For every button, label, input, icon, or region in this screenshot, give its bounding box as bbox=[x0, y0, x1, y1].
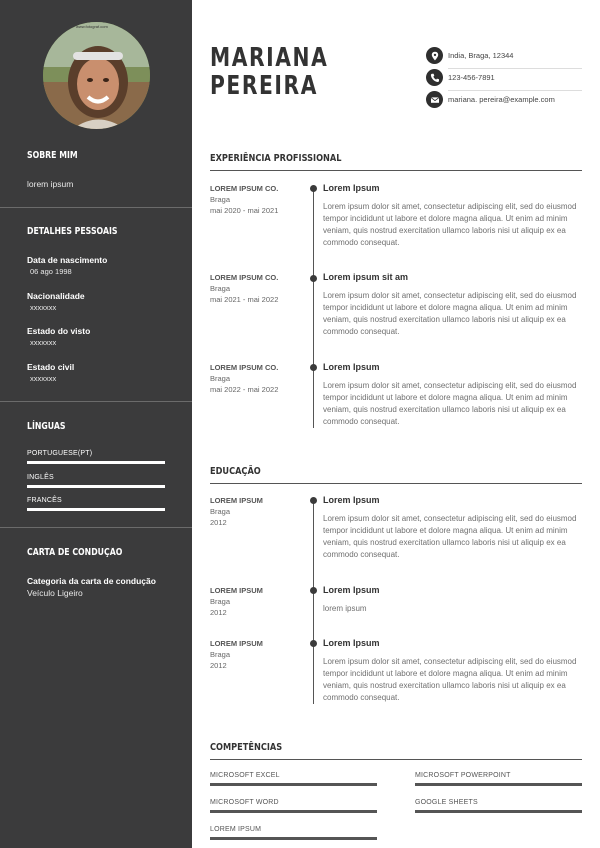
skill-item bbox=[415, 772, 582, 786]
profile-photo-image bbox=[43, 22, 150, 129]
timeline-dot bbox=[310, 364, 317, 371]
personal-item-value: xxxxxxx bbox=[30, 303, 57, 312]
entry-meta bbox=[210, 496, 305, 527]
entry-description: Lorem ipsum dolor sit amet, consectetur adipiscing elit, sed do eiusmod tempor incididunt ut labore et dolore magna aliqua. Ut enim ad minim veniam, quis nostrud exercitation ullamco laboris nisi ut aliquip ex ea commodo consequat. bbox=[323, 291, 577, 336]
entry-meta bbox=[210, 184, 305, 215]
language-level-bar bbox=[27, 461, 165, 464]
languages-section bbox=[27, 421, 167, 432]
entry-organization: LOREM IPSUM CO. bbox=[210, 184, 279, 193]
entry-body bbox=[323, 183, 582, 249]
last-name: PEREIRA bbox=[210, 71, 318, 101]
contact-email bbox=[426, 91, 582, 113]
skill-name: MICROSOFT WORD bbox=[210, 799, 279, 806]
languages-title: LÍNGUAS bbox=[27, 421, 66, 432]
skill-item bbox=[210, 799, 377, 813]
skill-item bbox=[415, 799, 582, 813]
personal-item-label: Data de nascimento bbox=[27, 255, 108, 265]
skill-level-bar bbox=[210, 783, 377, 786]
phone-icon bbox=[426, 69, 443, 86]
full-name bbox=[210, 44, 328, 100]
about-text: lorem ipsum bbox=[27, 179, 74, 189]
entry-dates: mai 2022 - mai 2022 bbox=[210, 385, 279, 394]
sidebar bbox=[0, 0, 192, 848]
education-title: EDUCAÇÃO bbox=[210, 466, 261, 477]
entry-location: Braga bbox=[210, 195, 231, 204]
profile-photo bbox=[43, 22, 150, 129]
timeline-line bbox=[313, 188, 314, 428]
skill-item bbox=[210, 772, 377, 786]
entry-location: Braga bbox=[210, 650, 231, 659]
timeline-dot bbox=[310, 497, 317, 504]
language-level-bar bbox=[27, 508, 165, 511]
language-item bbox=[27, 450, 165, 464]
contact-phone bbox=[426, 69, 582, 91]
section-divider bbox=[210, 170, 582, 171]
section-divider bbox=[210, 759, 582, 760]
personal-item-value: 06 ago 1998 bbox=[30, 267, 72, 276]
timeline-dot bbox=[310, 185, 317, 192]
entry-title: Lorem Ipsum bbox=[323, 495, 380, 505]
entry-meta bbox=[210, 363, 305, 394]
personal-item bbox=[27, 362, 167, 383]
skill-name: MICROSOFT EXCEL bbox=[210, 772, 280, 779]
language-item bbox=[27, 497, 165, 511]
about-title: SOBRE MIM bbox=[27, 150, 78, 161]
entry-organization: LOREM IPSUM CO. bbox=[210, 273, 279, 282]
about-section bbox=[27, 150, 167, 189]
license-title: CARTA DE CONDUÇÃO bbox=[27, 547, 123, 558]
personal-item-label: Estado civil bbox=[27, 362, 75, 372]
language-name: INGLÊS bbox=[27, 474, 54, 481]
personal-item-label: Estado do visto bbox=[27, 326, 91, 336]
entry-description: lorem ipsum bbox=[323, 604, 367, 613]
skill-level-bar bbox=[415, 783, 582, 786]
entry-location: Braga bbox=[210, 597, 231, 606]
entry-organization: LOREM IPSUM bbox=[210, 586, 263, 595]
entry-body bbox=[323, 585, 582, 615]
entry-title: Lorem Ipsum bbox=[323, 585, 380, 595]
language-level-bar bbox=[27, 485, 165, 488]
sidebar-divider bbox=[0, 401, 192, 402]
timeline-line bbox=[313, 500, 314, 704]
entry-title: Lorem Ipsum bbox=[323, 638, 380, 648]
entry-organization: LOREM IPSUM bbox=[210, 496, 263, 505]
entry-meta bbox=[210, 273, 305, 304]
entry-meta bbox=[210, 586, 305, 617]
timeline-dot bbox=[310, 640, 317, 647]
entry-description: Lorem ipsum dolor sit amet, consectetur adipiscing elit, sed do eiusmod tempor incididunt ut labore et dolore magna aliqua. Ut enim ad minim veniam, quis nostrud exercitation ullamco laboris nisi ut aliquip ex ea commodo consequat. bbox=[323, 202, 577, 247]
entry-title: Lorem Ipsum bbox=[323, 183, 380, 193]
entry-dates: 2012 bbox=[210, 518, 227, 527]
timeline-dot bbox=[310, 275, 317, 282]
license-section bbox=[27, 547, 167, 558]
entry-body bbox=[323, 638, 582, 704]
entry-description: Lorem ipsum dolor sit amet, consectetur adipiscing elit, sed do eiusmod tempor incididunt ut labore et dolore magna aliqua. Ut enim ad minim veniam, quis nostrud exercitation ullamco laboris nisi ut aliquip ex ea commodo consequat. bbox=[323, 381, 577, 426]
timeline-dot bbox=[310, 587, 317, 594]
skill-level-bar bbox=[210, 810, 377, 813]
personal-details-title: DETALHES PESSOAIS bbox=[27, 226, 118, 237]
section-divider bbox=[210, 483, 582, 484]
contact-email-text: mariana. pereira@example.com bbox=[448, 95, 555, 104]
entry-dates: mai 2021 - mai 2022 bbox=[210, 295, 279, 304]
entry-title: Lorem ipsum sit am bbox=[323, 272, 409, 282]
skill-name: GOOGLE SHEETS bbox=[415, 799, 478, 806]
entry-organization: LOREM IPSUM bbox=[210, 639, 263, 648]
personal-item bbox=[27, 326, 167, 347]
first-name: MARIANA bbox=[210, 43, 329, 73]
skill-level-bar bbox=[415, 810, 582, 813]
entry-body bbox=[323, 272, 582, 338]
entry-description: Lorem ipsum dolor sit amet, consectetur adipiscing elit, sed do eiusmod tempor incididunt ut labore et dolore magna aliqua. Ut enim ad minim veniam, quis nostrud exercitation ullamco laboris nisi ut aliquip ex ea commodo consequat. bbox=[323, 657, 577, 702]
sidebar-divider bbox=[0, 207, 192, 208]
personal-details-section bbox=[27, 226, 167, 237]
contact-phone-text: 123-456-7891 bbox=[448, 73, 495, 82]
map-pin-icon bbox=[426, 47, 443, 64]
entry-body bbox=[323, 362, 582, 428]
skills-title: COMPETÊNCIAS bbox=[210, 742, 283, 753]
entry-meta bbox=[210, 639, 305, 670]
contact-address-text: India, Braga, 12344 bbox=[448, 51, 514, 60]
skill-level-bar bbox=[210, 837, 377, 840]
license-item bbox=[27, 576, 187, 598]
entry-location: Braga bbox=[210, 284, 231, 293]
skill-name: MICROSOFT POWERPOINT bbox=[415, 772, 511, 779]
language-name: FRANCÊS bbox=[27, 497, 62, 504]
entry-title: Lorem Ipsum bbox=[323, 362, 380, 372]
personal-item-value: xxxxxxx bbox=[30, 374, 57, 383]
personal-item-label: Nacionalidade bbox=[27, 291, 85, 301]
entry-dates: mai 2020 - mai 2021 bbox=[210, 206, 279, 215]
entry-description: Lorem ipsum dolor sit amet, consectetur adipiscing elit, sed do eiusmod tempor incididunt ut labore et dolore magna aliqua. Ut enim ad minim veniam, quis nostrud exercitation ullamco laboris nisi ut aliquip ex ea commodo consequat. bbox=[323, 514, 577, 559]
envelope-icon bbox=[426, 91, 443, 108]
entry-dates: 2012 bbox=[210, 608, 227, 617]
skill-name: LOREM IPSUM bbox=[210, 826, 262, 833]
entry-location: Braga bbox=[210, 507, 231, 516]
entry-dates: 2012 bbox=[210, 661, 227, 670]
license-value: Veículo Ligeiro bbox=[27, 588, 83, 598]
skill-item bbox=[210, 826, 377, 840]
entry-body bbox=[323, 495, 582, 561]
entry-organization: LOREM IPSUM CO. bbox=[210, 363, 279, 372]
sidebar-divider bbox=[0, 527, 192, 528]
language-item bbox=[27, 474, 165, 488]
personal-item-value: xxxxxxx bbox=[30, 338, 57, 347]
personal-item bbox=[27, 255, 167, 276]
personal-item bbox=[27, 291, 167, 312]
language-name: PORTUGUESE(PT) bbox=[27, 450, 93, 457]
photo-watermark: www.fotograf.com bbox=[76, 24, 108, 29]
experience-title: EXPERIÊNCIA PROFISSIONAL bbox=[210, 153, 342, 164]
entry-location: Braga bbox=[210, 374, 231, 383]
contact-address bbox=[426, 47, 582, 69]
license-label: Categoria da carta de condução bbox=[27, 576, 156, 586]
